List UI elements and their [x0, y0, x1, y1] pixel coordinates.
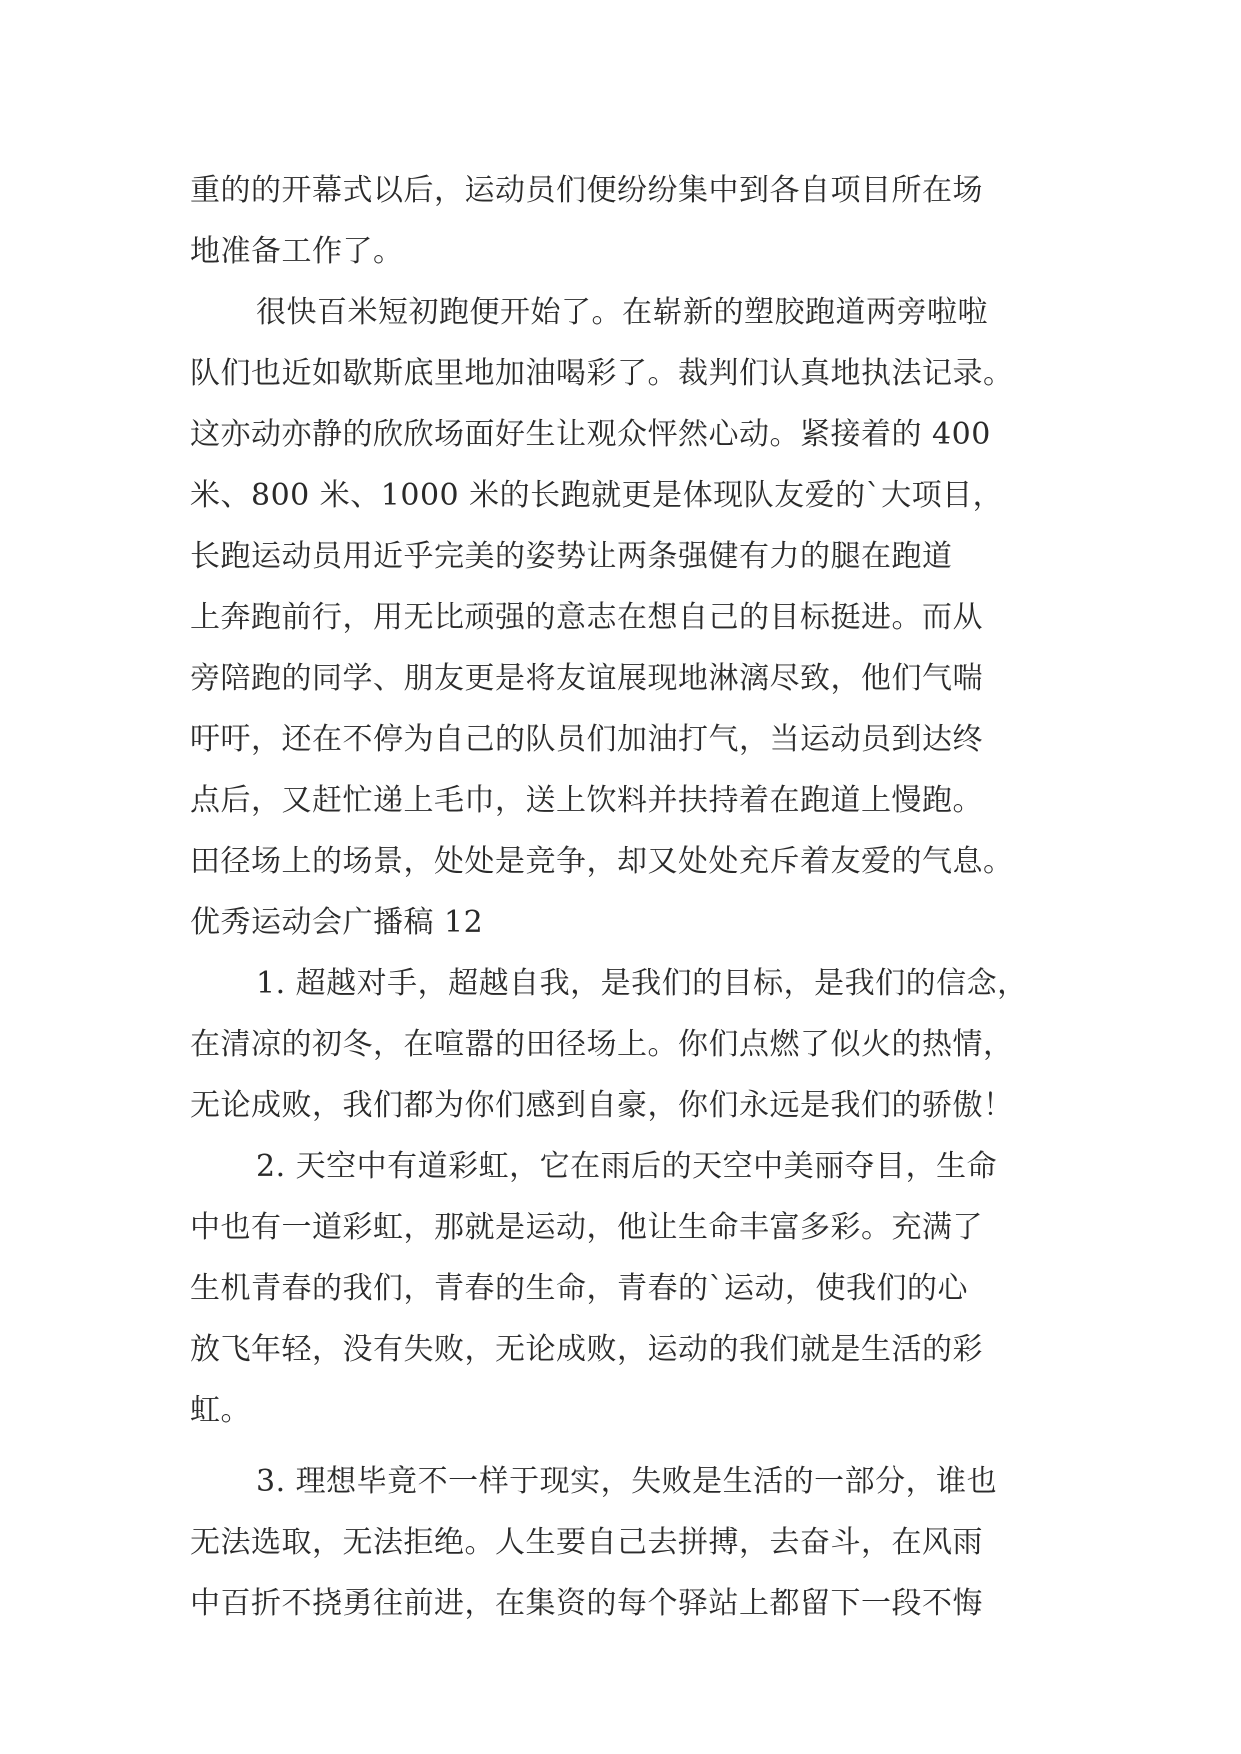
- text-line: 无法选取，无法拒绝。人生要自己去拼搏，去奋斗，在风雨: [190, 1525, 983, 1560]
- text-line: 中百折不挠勇往前进，在集资的每个驿站上都留下一段不悔: [190, 1586, 983, 1621]
- section-heading: 优秀运动会广播稿 12: [190, 905, 484, 940]
- text-line: 米、800 米、1000 米的长跑就更是体现队友爱的`大项目，: [190, 478, 1004, 513]
- text-line: 无论成败，我们都为你们感到自豪，你们永远是我们的骄傲！: [190, 1088, 1014, 1123]
- text-line: 重的的开幕式以后，运动员们便纷纷集中到各自项目所在场: [190, 173, 983, 208]
- text-line: 这亦动亦静的欣欣场面好生让观众怦然心动。紧接着的 400: [190, 417, 991, 452]
- paragraph-start-line: 2. 天空中有道彩虹，它在雨后的天空中美丽夺目，生命: [256, 1149, 998, 1184]
- text-line: 生机青春的我们，青春的生命，青春的`运动，使我们的心: [190, 1271, 968, 1306]
- text-line: 在清凉的初冬，在喧嚣的田径场上。你们点燃了似火的热情，: [190, 1027, 1014, 1062]
- text-line: 点后，又赶忙递上毛巾，送上饮料并扶持着在跑道上慢跑。: [190, 783, 983, 818]
- text-line: 地准备工作了。: [190, 234, 404, 269]
- text-line: 队们也近如歇斯底里地加油喝彩了。裁判们认真地执法记录。: [190, 356, 1014, 391]
- paragraph-start-line: 3. 理想毕竟不一样于现实，失败是生活的一部分，谁也: [256, 1464, 998, 1499]
- paragraph-start-line: 1. 超越对手，超越自我，是我们的目标，是我们的信念，: [256, 966, 1028, 1001]
- paragraph-start-line: 很快百米短初跑便开始了。在崭新的塑胶跑道两旁啦啦: [256, 295, 988, 330]
- text-line: 放飞年轻，没有失败，无论成败，运动的我们就是生活的彩: [190, 1332, 983, 1367]
- text-line: 旁陪跑的同学、朋友更是将友谊展现地淋漓尽致，他们气喘: [190, 661, 983, 696]
- text-line: 中也有一道彩虹，那就是运动，他让生命丰富多彩。充满了: [190, 1210, 983, 1245]
- text-line: 田径场上的场景，处处是竞争，却又处处充斥着友爱的气息。: [190, 844, 1014, 879]
- text-line: 吁吁，还在不停为自己的队员们加油打气，当运动员到达终: [190, 722, 983, 757]
- text-line: 上奔跑前行，用无比顽强的意志在想自己的目标挺进。而从: [190, 600, 983, 635]
- text-line: 长跑运动员用近乎完美的姿势让两条强健有力的腿在跑道: [190, 539, 953, 574]
- text-line: 虹。: [190, 1393, 251, 1428]
- document-body: [190, 160, 1060, 1634]
